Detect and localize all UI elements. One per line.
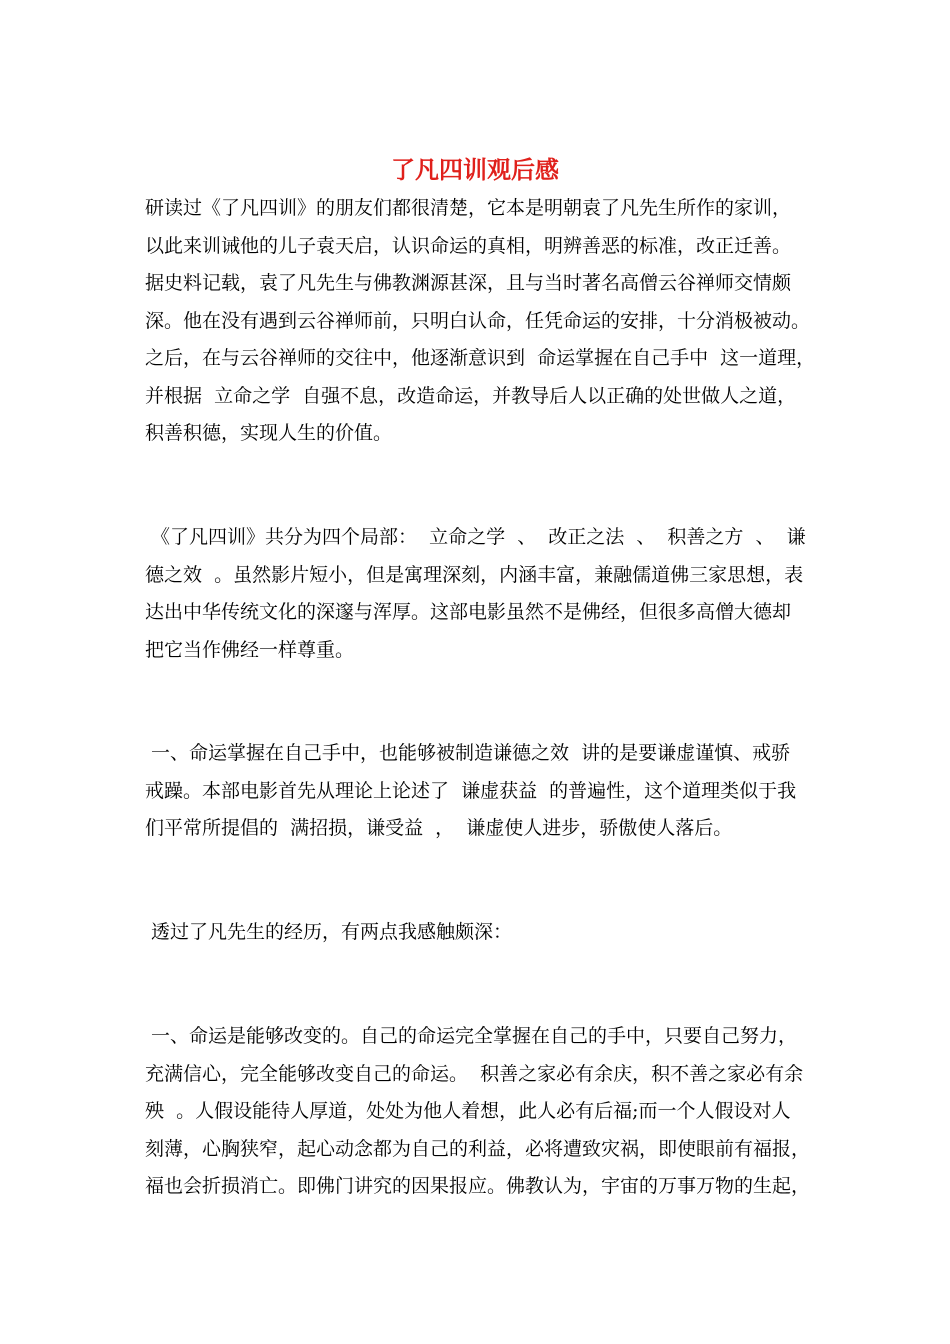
- paragraph-line: 一、命运是能够改变的。自己的命运完全掌握在自己的手中，只要自己努力，: [145, 1025, 798, 1047]
- paragraph-line: 积善积德，实现人生的价值。: [145, 422, 393, 444]
- paragraph-line: 戒躁。本部电影首先从理论上论述了 谦虚获益 的普遍性，这个道理类似于我: [145, 779, 797, 802]
- paragraph-line: 据史料记载，袁了凡先生与佛教渊源甚深，且与当时著名高僧云谷禅师交情颇: [145, 272, 792, 294]
- paragraph-line: 以此来训诫他的儿子袁天启，认识命运的真相，明辨善恶的标准，改正迁善。: [145, 234, 792, 257]
- paragraph-line: 并根据 立命之学 自强不息，改造命运，并教导后人以正确的处世做人之道，: [145, 384, 797, 407]
- paragraph-line: 透过了凡先生的经历，有两点我感触颇深：: [145, 921, 513, 943]
- document-title: 了凡四训观后感: [391, 155, 559, 184]
- paragraph-line: 刻薄，心胸狭窄，起心动念都为自己的利益，必将遭致灾祸，即使眼前有福报，: [145, 1137, 811, 1160]
- paragraph-intro: [145, 190, 825, 453]
- paragraph-modesty: [145, 735, 825, 848]
- paragraph-line: 深。他在没有遇到云谷禅师前，只明白认命，任凭命运的安排，十分消极被动。: [145, 309, 811, 332]
- paragraph-four-parts: [145, 519, 825, 669]
- paragraph-line: 达出中华传统文化的深邃与浑厚。这部电影虽然不是佛经，但很多高僧大德却: [145, 601, 792, 623]
- paragraph-line: 德之效 。虽然影片短小，但是寓理深刻，内涵丰富，兼融儒道佛三家思想，表: [145, 563, 804, 586]
- paragraph-reflection: [145, 914, 825, 952]
- paragraph-fate: [145, 1018, 825, 1206]
- paragraph-line: 福也会折损消亡。即佛门讲究的因果报应。佛教认为，宇宙的万事万物的生起，: [145, 1175, 811, 1197]
- paragraph-line: 把它当作佛经一样尊重。: [145, 638, 355, 661]
- paragraph-line: 一、命运掌握在自己手中，也能够被制造谦德之效 讲的是要谦虚谨慎、戒骄: [145, 742, 791, 764]
- paragraph-line: 研读过《了凡四训》的朋友们都很清楚，它本是明朝袁了凡先生所作的家训，: [145, 197, 792, 219]
- paragraph-line: 们平常所提倡的 满招损，谦受益 ， 谦虚使人进步，骄傲使人落后。: [145, 817, 733, 839]
- paragraph-line: 之后，在与云谷禅师的交往中，他逐渐意识到 命运掌握在自己手中 这一道理，: [145, 347, 816, 369]
- paragraph-line: 《了凡四训》共分为四个局部： 立命之学 、 改正之法 、 积善之方 、 谦: [145, 526, 806, 548]
- paragraph-line: 充满信心，完全能够改变自己的命运。 积善之家必有余庆，积不善之家必有余: [145, 1062, 804, 1085]
- paragraph-line: 殃 。人假设能待人厚道，处处为他人着想，此人必有后福;而一个人假设对人: [145, 1100, 791, 1122]
